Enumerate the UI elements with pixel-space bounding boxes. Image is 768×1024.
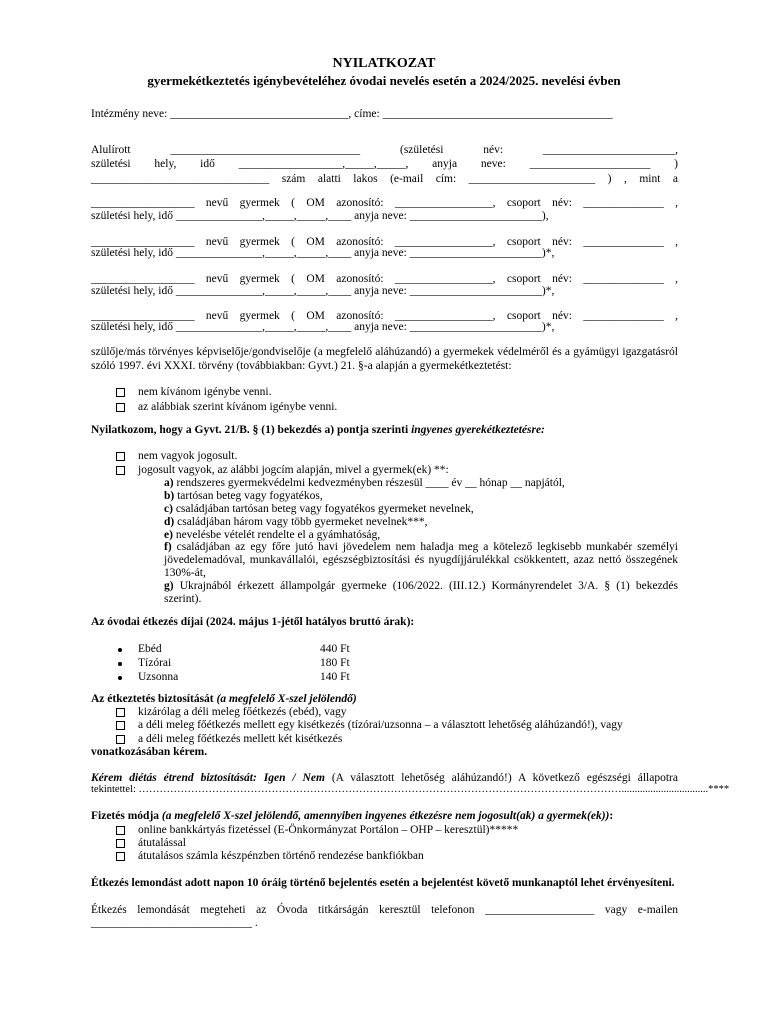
declarant-name-line[interactable]: Alulírott _________________________________ (születési név: _______________________, <box>91 144 678 156</box>
entitlement-item-g-line2: szerint). <box>164 593 202 605</box>
entitlement-item-d[interactable]: d) családjában három vagy több gyermeket nevelnek***, <box>164 516 428 528</box>
entitlement-item-f-line1[interactable]: f) családjában az egy főre jutó havi jövedelem nem haladja meg a kötelező legkisebb munkabér személyi <box>164 541 679 553</box>
bullet-icon <box>118 662 122 666</box>
declarant-birth-line[interactable]: születési hely, idő __________________,_____,_____, anyja neve: _____________________ ) <box>91 158 678 170</box>
document-title: NYILATKOZAT <box>332 56 436 71</box>
diet-line2[interactable]: tekintettel: ………………………………………………………………………………………………………………………….................................**** <box>91 784 730 795</box>
payment-transfer-label: átutalással <box>138 837 186 849</box>
entitlement-yes-label: jogosult vagyok, az alábbi jogcím alapján, mivel a gyermek(ek) **: <box>138 464 449 476</box>
child-2-birth-line[interactable]: születési hely, idő _______________,_____,_____,____ anyja neve: _______________________)*, <box>91 247 555 259</box>
entitlement-heading: Nyilatkozom, hogy a Gyvt. 21/B. § (1) bekezdés a) pontja szerinti ingyenes gyerekétkeztetésre: <box>91 424 545 436</box>
parent-statement-line1: szülője/más törvényes képviselője/gondviselője (a megfelelő aláhúzandó) a gyermekek védelméről és a gyámügyi igazgatásról <box>91 346 678 358</box>
entitlement-item-f-line3: 130%-át, <box>164 567 206 579</box>
entitlement-no-checkbox[interactable] <box>116 452 125 461</box>
child-3-line[interactable]: __________________ nevű gyermek ( OM azonosító: _________________, csoport név: ______________ , <box>91 273 678 285</box>
payment-card-label: online bankkártyás fizetéssel (E-Önkormányzat Portálon – OHP – keresztül)***** <box>138 824 519 836</box>
entitlement-no-label: nem vagyok jogosult. <box>138 450 238 462</box>
diet-line1[interactable]: Kérem diétás étrend biztosítását: Igen / Nem (A választott lehetőség aláhúzandó!) A következő egészségi állapotra <box>91 772 678 784</box>
entitlement-item-e[interactable]: e) nevelésbe vételét rendelte el a gyámhatóság, <box>164 529 381 541</box>
fee-price-morning-snack: 180 Ft <box>320 657 350 669</box>
bullet-icon <box>118 676 122 680</box>
entitlement-item-c[interactable]: c) családjában tartósan beteg vagy fogyatékos gyermeket nevelnek, <box>164 503 474 515</box>
meal-option-3-checkbox[interactable] <box>116 735 125 744</box>
parent-statement-line2: szóló 1997. évi XXXI. törvény (továbbiakban: Gyvt.) 21. §-a alapján a gyermekétkeztetést: <box>91 360 512 372</box>
payment-transfer-checkbox[interactable] <box>116 839 125 848</box>
payment-cash-invoice-checkbox[interactable] <box>116 852 125 861</box>
meal-option-1-label: kizárólag a déli meleg főétkezés (ebéd), vagy <box>138 706 347 718</box>
child-1-birth-line[interactable]: születési hely, idő _______________,_____,_____,____ anyja neve: _______________________), <box>91 210 549 222</box>
payment-card-checkbox[interactable] <box>116 826 125 835</box>
usage-not-checkbox[interactable] <box>116 388 125 397</box>
fee-price-afternoon-snack: 140 Ft <box>320 671 350 683</box>
meal-selection-closing: vonatkozásában kérem. <box>91 746 208 758</box>
child-4-line[interactable]: __________________ nevű gyermek ( OM azonosító: _________________, csoport név: ______________ , <box>91 310 678 322</box>
meal-option-2-label: a déli meleg főétkezés mellett egy kisétkezés (tízórai/uzsonna – a választott lehetőség aláhúzandó!), vagy <box>138 719 623 731</box>
declarant-address-line[interactable]: _______________________________ szám alatti lakos (e-mail cím: ______________________ ) , mint a <box>91 173 678 185</box>
bullet-icon <box>118 648 122 652</box>
fee-name-afternoon-snack: Uzsonna <box>138 671 179 683</box>
entitlement-item-a[interactable]: a) rendszeres gyermekvédelmi kedvezményben részesül ____ év __ hónap __ napjától, <box>164 477 565 489</box>
fee-name-morning-snack: Tízórai <box>138 657 172 669</box>
usage-yes-checkbox[interactable] <box>116 403 125 412</box>
child-1-line[interactable]: __________________ nevű gyermek ( OM azonosító: _________________, csoport név: ______________ , <box>91 197 678 209</box>
fee-price-lunch: 440 Ft <box>320 643 350 655</box>
entitlement-item-b[interactable]: b) tartósan beteg vagy fogyatékos, <box>164 490 323 502</box>
entitlement-item-g-line1[interactable]: g) Ukrajnából érkezett állampolgár gyermeke (106/2022. (III.12.) Kormányrendelet 3/A. § (1) bekezdés <box>164 580 679 592</box>
child-3-birth-line[interactable]: születési hely, idő _______________,_____,_____,____ anyja neve: _______________________)*, <box>91 285 555 297</box>
cancellation-contact-line1[interactable]: Étkezés lemondását megteheti az Óvoda titkárságán keresztül telefonon ___________________ vagy e-mailen <box>91 904 678 916</box>
usage-yes-label: az alábbiak szerint kívánom igénybe venni. <box>138 401 338 413</box>
payment-heading: Fizetés módja (a megfelelő X-szel jelölendő, amennyiben ingyenes étkezésre nem jogosult(ak) a gyermek(ek)): <box>91 810 614 822</box>
meal-option-3-label: a déli meleg főétkezés mellett két kisétkezés <box>138 733 343 745</box>
entitlement-item-f-line2: jövedelemadóval, munkavállalói, egészségbiztosítási és nyugdíjjárulékkal csökkentett, azaz nettó összegének <box>164 554 678 566</box>
document-subtitle: gyermekétkeztetés igénybevételéhez óvodai nevelés esetén a 2024/2025. nevelési évben <box>147 73 621 88</box>
payment-cash-invoice-label: átutalásos számla készpénzben történő rendezése bankfiókban <box>138 850 424 862</box>
meal-option-2-checkbox[interactable] <box>116 721 125 730</box>
institution-line[interactable]: Intézmény neve: _______________________________, címe: ________________________________________ <box>91 108 613 120</box>
usage-not-label: nem kívánom igénybe venni. <box>138 386 272 398</box>
child-4-birth-line[interactable]: születési hely, idő _______________,_____,_____,____ anyja neve: _______________________)*, <box>91 321 555 333</box>
child-2-line[interactable]: __________________ nevű gyermek ( OM azonosító: _________________, csoport név: ______________ , <box>91 236 678 248</box>
meal-option-1-checkbox[interactable] <box>116 708 125 717</box>
entitlement-yes-checkbox[interactable] <box>116 466 125 475</box>
cancellation-contact-line2[interactable]: ____________________________ . <box>91 917 258 929</box>
meal-selection-heading: Az étkeztetés biztosítását (a megfelelő X-szel jelölendő) <box>91 693 357 705</box>
fees-heading: Az óvodai étkezés díjai (2024. május 1-jétől hatályos bruttó árak): <box>91 616 415 628</box>
cancellation-rule: Étkezés lemondást adott napon 10 óráig történő bejelentés esetén a bejelentést követő munkanaptól lehet érvényesíteni. <box>91 877 675 889</box>
fee-name-lunch: Ebéd <box>138 643 162 655</box>
